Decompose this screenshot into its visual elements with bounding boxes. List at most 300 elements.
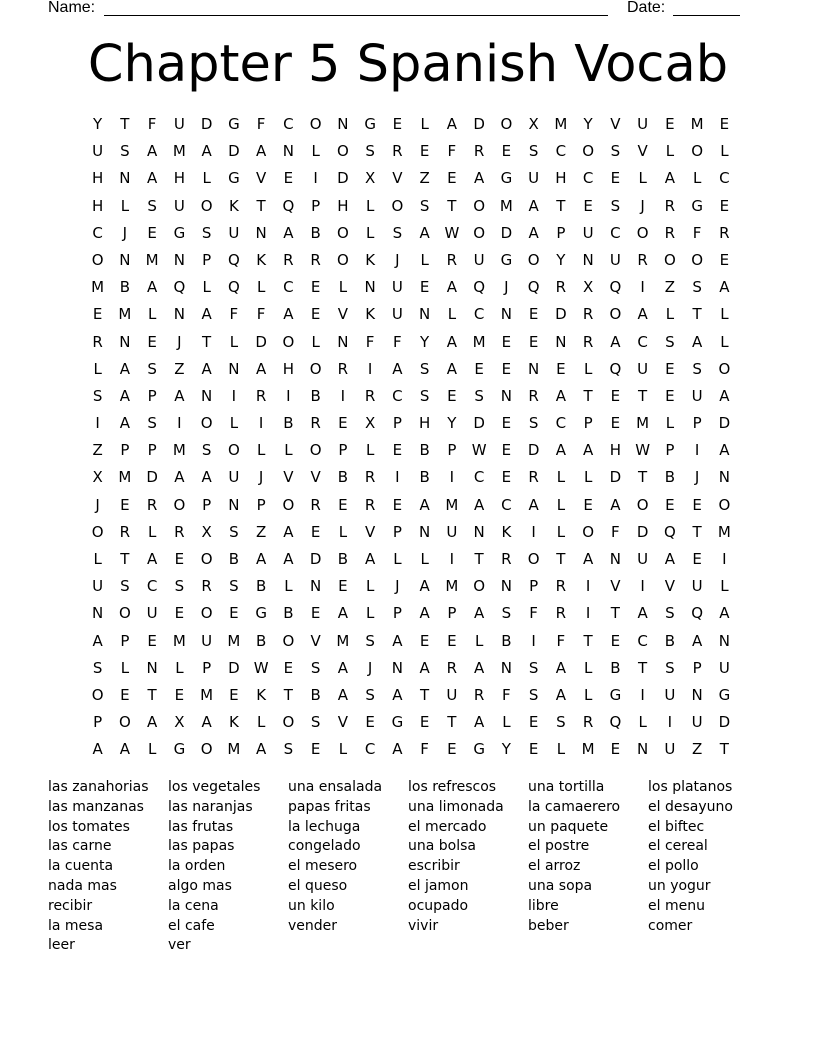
- grid-letter[interactable]: R: [174, 522, 185, 541]
- grid-letter[interactable]: D: [337, 169, 349, 188]
- grid-letter[interactable]: S: [665, 332, 675, 351]
- grid-letter[interactable]: C: [473, 468, 485, 487]
- grid-letter[interactable]: L: [311, 332, 320, 351]
- grid-letter[interactable]: R: [392, 142, 403, 161]
- grid-letter[interactable]: V: [637, 142, 648, 161]
- grid-letter[interactable]: E: [583, 196, 593, 215]
- grid-letter[interactable]: F: [611, 522, 620, 541]
- grid-letter[interactable]: O: [336, 250, 349, 269]
- grid-letter[interactable]: A: [610, 495, 621, 514]
- grid-letter[interactable]: T: [556, 196, 566, 215]
- grid-letter[interactable]: L: [638, 169, 647, 188]
- grid-letter[interactable]: S: [147, 414, 157, 433]
- grid-letter[interactable]: E: [338, 495, 348, 514]
- grid-letter[interactable]: U: [146, 604, 158, 623]
- grid-letter[interactable]: A: [146, 169, 158, 188]
- grid-letter[interactable]: X: [528, 115, 539, 133]
- grid-letter[interactable]: A: [174, 386, 185, 405]
- grid-letter[interactable]: L: [365, 577, 375, 596]
- grid-letter[interactable]: N: [119, 250, 131, 269]
- grid-letter[interactable]: V: [610, 577, 621, 596]
- grid-letter[interactable]: D: [228, 142, 240, 161]
- grid-letter[interactable]: U: [391, 305, 403, 324]
- grid-letter[interactable]: N: [201, 386, 213, 405]
- grid-letter[interactable]: Y: [556, 250, 566, 269]
- grid-letter[interactable]: P: [93, 713, 103, 732]
- grid-letter[interactable]: O: [336, 223, 349, 242]
- grid-letter[interactable]: X: [201, 522, 212, 541]
- grid-letter[interactable]: T: [583, 386, 593, 405]
- grid-letter[interactable]: X: [364, 169, 376, 188]
- grid-letter[interactable]: F: [229, 305, 239, 324]
- grid-letter[interactable]: O: [200, 414, 213, 433]
- grid-letter[interactable]: S: [92, 386, 103, 405]
- grid-letter[interactable]: A: [719, 441, 730, 460]
- grid-letter[interactable]: P: [147, 441, 157, 460]
- grid-letter[interactable]: I: [585, 604, 591, 623]
- grid-letter[interactable]: F: [447, 142, 457, 161]
- grid-letter[interactable]: R: [664, 223, 676, 242]
- grid-letter[interactable]: P: [392, 414, 402, 433]
- grid-letter[interactable]: L: [474, 631, 484, 650]
- grid-letter[interactable]: I: [95, 414, 100, 433]
- grid-letter[interactable]: B: [228, 550, 240, 568]
- grid-letter[interactable]: E: [528, 740, 539, 759]
- grid-letter[interactable]: U: [173, 196, 185, 215]
- grid-letter[interactable]: S: [229, 522, 239, 541]
- grid-letter[interactable]: B: [255, 577, 267, 596]
- grid-letter[interactable]: U: [691, 577, 703, 596]
- grid-letter[interactable]: O: [691, 250, 704, 269]
- grid-letter[interactable]: L: [147, 522, 157, 541]
- grid-letter[interactable]: O: [336, 142, 349, 161]
- grid-letter[interactable]: E: [229, 604, 239, 623]
- grid-letter[interactable]: D: [200, 115, 213, 133]
- grid-letter[interactable]: Y: [501, 740, 511, 759]
- grid-letter[interactable]: A: [392, 740, 403, 759]
- grid-letter[interactable]: P: [256, 495, 266, 514]
- grid-letter[interactable]: R: [637, 250, 648, 269]
- grid-letter[interactable]: R: [255, 386, 267, 405]
- grid-letter[interactable]: G: [691, 196, 703, 215]
- grid-letter[interactable]: N: [718, 631, 730, 650]
- grid-letter[interactable]: D: [718, 414, 731, 433]
- grid-letter[interactable]: G: [228, 115, 240, 133]
- grid-letter[interactable]: E: [665, 386, 675, 405]
- grid-letter[interactable]: Z: [419, 169, 430, 188]
- grid-letter[interactable]: R: [310, 250, 321, 269]
- grid-letter[interactable]: W: [253, 658, 269, 677]
- grid-letter[interactable]: C: [637, 332, 648, 351]
- grid-letter[interactable]: A: [283, 550, 294, 568]
- grid-letter[interactable]: A: [419, 604, 430, 623]
- grid-letter[interactable]: E: [229, 685, 239, 704]
- grid-letter[interactable]: E: [147, 332, 157, 351]
- grid-letter[interactable]: A: [174, 468, 185, 487]
- grid-letter[interactable]: M: [445, 577, 459, 596]
- grid-letter[interactable]: N: [609, 550, 621, 568]
- grid-letter[interactable]: L: [720, 305, 729, 324]
- grid-letter[interactable]: J: [258, 468, 264, 487]
- grid-letter[interactable]: E: [501, 468, 512, 487]
- grid-letter[interactable]: N: [337, 332, 349, 351]
- grid-letter[interactable]: A: [664, 550, 675, 568]
- grid-letter[interactable]: C: [719, 169, 730, 188]
- grid-letter[interactable]: T: [610, 604, 620, 623]
- grid-letter[interactable]: F: [692, 223, 702, 242]
- grid-letter[interactable]: E: [147, 631, 157, 650]
- grid-letter[interactable]: I: [694, 441, 700, 460]
- grid-letter[interactable]: T: [692, 522, 702, 541]
- grid-letter[interactable]: D: [473, 414, 485, 433]
- grid-letter[interactable]: G: [173, 740, 186, 759]
- grid-letter[interactable]: A: [119, 359, 130, 378]
- grid-letter[interactable]: S: [528, 658, 539, 677]
- grid-letter[interactable]: A: [92, 631, 103, 650]
- grid-letter[interactable]: A: [146, 278, 158, 297]
- grid-letter[interactable]: P: [583, 414, 593, 433]
- grid-letter[interactable]: O: [309, 115, 322, 133]
- grid-letter[interactable]: D: [527, 441, 540, 460]
- grid-letter[interactable]: N: [255, 223, 267, 242]
- grid-letter[interactable]: S: [501, 604, 512, 623]
- grid-letter[interactable]: A: [119, 414, 130, 433]
- grid-letter[interactable]: L: [365, 223, 375, 242]
- grid-letter[interactable]: M: [445, 495, 459, 514]
- grid-letter[interactable]: U: [637, 359, 649, 378]
- grid-letter[interactable]: L: [556, 495, 566, 514]
- grid-letter[interactable]: T: [256, 196, 266, 215]
- grid-letter[interactable]: M: [227, 631, 241, 650]
- grid-letter[interactable]: F: [502, 685, 511, 704]
- grid-letter[interactable]: R: [582, 713, 594, 732]
- grid-letter[interactable]: M: [91, 278, 105, 297]
- grid-letter[interactable]: C: [555, 414, 567, 433]
- grid-letter[interactable]: E: [692, 495, 702, 514]
- grid-letter[interactable]: L: [120, 196, 130, 215]
- grid-letter[interactable]: S: [610, 196, 621, 215]
- grid-letter[interactable]: H: [337, 196, 349, 215]
- grid-letter[interactable]: L: [229, 414, 239, 433]
- grid-letter[interactable]: E: [338, 414, 348, 433]
- grid-letter[interactable]: S: [610, 142, 621, 161]
- grid-letter[interactable]: T: [283, 685, 293, 704]
- grid-letter[interactable]: A: [473, 169, 485, 188]
- grid-letter[interactable]: I: [449, 468, 455, 487]
- grid-letter[interactable]: R: [555, 278, 567, 297]
- grid-letter[interactable]: E: [120, 685, 130, 704]
- grid-letter[interactable]: F: [420, 740, 429, 759]
- grid-letter[interactable]: U: [173, 115, 185, 133]
- grid-letter[interactable]: E: [474, 359, 484, 378]
- grid-letter[interactable]: U: [228, 468, 240, 487]
- grid-letter[interactable]: J: [177, 332, 182, 351]
- grid-letter[interactable]: P: [692, 414, 702, 433]
- grid-letter[interactable]: A: [610, 332, 621, 351]
- grid-letter[interactable]: E: [310, 522, 321, 541]
- grid-letter[interactable]: A: [146, 142, 158, 161]
- grid-letter[interactable]: E: [310, 305, 321, 324]
- grid-letter[interactable]: J: [122, 223, 128, 242]
- grid-letter[interactable]: L: [256, 278, 266, 297]
- grid-letter[interactable]: A: [582, 550, 594, 568]
- grid-letter[interactable]: G: [500, 169, 513, 188]
- grid-letter[interactable]: M: [118, 468, 132, 487]
- grid-letter[interactable]: O: [282, 713, 295, 732]
- grid-letter[interactable]: E: [610, 386, 621, 405]
- grid-letter[interactable]: T: [638, 468, 648, 487]
- grid-letter[interactable]: N: [500, 658, 512, 677]
- grid-letter[interactable]: E: [528, 713, 539, 732]
- grid-letter[interactable]: R: [310, 495, 321, 514]
- grid-letter[interactable]: C: [283, 278, 294, 297]
- grid-letter[interactable]: Z: [664, 278, 676, 297]
- grid-letter[interactable]: E: [365, 713, 375, 732]
- grid-letter[interactable]: F: [147, 115, 157, 133]
- grid-letter[interactable]: N: [92, 604, 104, 623]
- grid-letter[interactable]: L: [720, 577, 729, 596]
- grid-letter[interactable]: E: [419, 713, 430, 732]
- grid-letter[interactable]: A: [201, 142, 212, 161]
- grid-letter[interactable]: T: [638, 658, 648, 677]
- grid-letter[interactable]: A: [146, 550, 158, 568]
- grid-letter[interactable]: D: [718, 713, 731, 732]
- grid-letter[interactable]: E: [310, 740, 321, 759]
- grid-letter[interactable]: Z: [92, 441, 103, 460]
- grid-letter[interactable]: A: [664, 169, 675, 188]
- grid-letter[interactable]: S: [528, 414, 539, 433]
- grid-letter[interactable]: L: [665, 142, 675, 161]
- grid-letter[interactable]: A: [528, 223, 539, 242]
- grid-letter[interactable]: P: [692, 658, 702, 677]
- grid-letter[interactable]: I: [286, 386, 291, 405]
- grid-letter[interactable]: E: [338, 577, 348, 596]
- grid-letter[interactable]: B: [419, 441, 430, 460]
- grid-letter[interactable]: L: [502, 713, 511, 732]
- grid-letter[interactable]: S: [229, 577, 239, 596]
- grid-letter[interactable]: N: [173, 305, 185, 324]
- grid-letter[interactable]: F: [529, 604, 538, 623]
- grid-letter[interactable]: P: [529, 577, 539, 596]
- grid-letter[interactable]: N: [691, 685, 703, 704]
- grid-letter[interactable]: G: [173, 223, 186, 242]
- grid-letter[interactable]: V: [310, 631, 321, 650]
- grid-letter[interactable]: A: [555, 386, 566, 405]
- grid-letter[interactable]: Y: [420, 332, 430, 351]
- grid-letter[interactable]: X: [174, 713, 185, 732]
- grid-letter[interactable]: L: [93, 359, 102, 378]
- grid-letter[interactable]: I: [340, 386, 346, 405]
- grid-letter[interactable]: V: [337, 305, 348, 324]
- grid-letter[interactable]: I: [640, 278, 645, 297]
- grid-letter[interactable]: A: [201, 713, 212, 732]
- grid-letter[interactable]: O: [118, 604, 131, 623]
- grid-letter[interactable]: S: [692, 359, 702, 378]
- grid-letter[interactable]: X: [364, 414, 376, 433]
- grid-letter[interactable]: Q: [527, 278, 540, 297]
- grid-letter[interactable]: E: [501, 414, 512, 433]
- grid-letter[interactable]: L: [583, 685, 593, 704]
- grid-letter[interactable]: I: [449, 550, 455, 568]
- grid-letter[interactable]: A: [119, 386, 130, 405]
- grid-letter[interactable]: N: [282, 142, 294, 161]
- grid-letter[interactable]: M: [172, 631, 186, 650]
- grid-letter[interactable]: U: [691, 386, 703, 405]
- grid-letter[interactable]: B: [419, 468, 430, 487]
- grid-letter[interactable]: F: [256, 115, 266, 133]
- grid-letter[interactable]: S: [365, 685, 375, 704]
- grid-letter[interactable]: A: [719, 386, 730, 405]
- grid-letter[interactable]: E: [528, 305, 539, 324]
- grid-letter[interactable]: E: [583, 495, 593, 514]
- grid-letter[interactable]: H: [91, 169, 104, 188]
- grid-letter[interactable]: U: [473, 250, 485, 269]
- grid-letter[interactable]: O: [200, 196, 213, 215]
- grid-letter[interactable]: C: [637, 631, 648, 650]
- grid-letter[interactable]: S: [92, 658, 103, 677]
- grid-letter[interactable]: R: [473, 142, 485, 161]
- grid-letter[interactable]: T: [692, 305, 702, 324]
- grid-letter[interactable]: E: [174, 550, 185, 568]
- grid-letter[interactable]: M: [172, 441, 186, 460]
- grid-letter[interactable]: A: [446, 359, 457, 378]
- grid-letter[interactable]: A: [446, 332, 457, 351]
- grid-letter[interactable]: S: [120, 142, 130, 161]
- grid-letter[interactable]: O: [200, 604, 213, 623]
- grid-letter[interactable]: R: [582, 305, 594, 324]
- grid-letter[interactable]: A: [283, 305, 294, 324]
- grid-letter[interactable]: U: [228, 223, 240, 242]
- grid-letter[interactable]: L: [365, 196, 375, 215]
- grid-letter[interactable]: P: [202, 658, 212, 677]
- grid-letter[interactable]: D: [146, 468, 158, 487]
- grid-letter[interactable]: W: [471, 441, 487, 460]
- grid-letter[interactable]: V: [310, 468, 321, 487]
- grid-letter[interactable]: J: [640, 196, 645, 215]
- grid-letter[interactable]: V: [664, 577, 675, 596]
- grid-letter[interactable]: B: [664, 468, 676, 487]
- grid-letter[interactable]: E: [92, 305, 103, 324]
- name-field[interactable]: [104, 15, 608, 16]
- grid-letter[interactable]: B: [283, 604, 294, 623]
- grid-letter[interactable]: V: [283, 468, 294, 487]
- grid-letter[interactable]: C: [610, 223, 621, 242]
- date-field[interactable]: [673, 15, 740, 16]
- grid-letter[interactable]: E: [174, 685, 185, 704]
- grid-letter[interactable]: O: [282, 631, 295, 650]
- grid-letter[interactable]: P: [120, 441, 130, 460]
- grid-letter[interactable]: K: [501, 522, 512, 541]
- grid-letter[interactable]: I: [313, 169, 318, 188]
- grid-letter[interactable]: Y: [447, 414, 457, 433]
- grid-letter[interactable]: S: [528, 685, 539, 704]
- grid-letter[interactable]: D: [473, 115, 485, 133]
- grid-letter[interactable]: P: [202, 250, 212, 269]
- grid-letter[interactable]: U: [582, 223, 594, 242]
- grid-letter[interactable]: N: [228, 359, 240, 378]
- grid-letter[interactable]: R: [528, 468, 539, 487]
- grid-letter[interactable]: E: [501, 359, 512, 378]
- grid-letter[interactable]: L: [447, 305, 457, 324]
- grid-letter[interactable]: O: [718, 359, 731, 378]
- grid-letter[interactable]: Q: [173, 278, 186, 297]
- grid-letter[interactable]: E: [501, 142, 512, 161]
- grid-letter[interactable]: O: [473, 196, 486, 215]
- grid-letter[interactable]: N: [364, 278, 376, 297]
- grid-letter[interactable]: O: [118, 713, 131, 732]
- grid-letter[interactable]: E: [556, 359, 566, 378]
- grid-letter[interactable]: L: [338, 278, 348, 297]
- grid-letter[interactable]: E: [501, 441, 512, 460]
- grid-letter[interactable]: I: [722, 550, 727, 568]
- grid-letter[interactable]: D: [255, 332, 267, 351]
- grid-letter[interactable]: P: [392, 604, 402, 623]
- grid-letter[interactable]: E: [392, 115, 403, 133]
- grid-letter[interactable]: N: [119, 332, 131, 351]
- grid-letter[interactable]: E: [719, 196, 730, 215]
- grid-letter[interactable]: O: [582, 522, 595, 541]
- grid-letter[interactable]: N: [500, 386, 512, 405]
- grid-letter[interactable]: R: [92, 332, 103, 351]
- grid-letter[interactable]: J: [95, 495, 100, 514]
- grid-letter[interactable]: K: [365, 250, 376, 269]
- grid-letter[interactable]: D: [555, 305, 567, 324]
- grid-letter[interactable]: I: [667, 713, 673, 732]
- grid-letter[interactable]: F: [365, 332, 375, 351]
- grid-letter[interactable]: B: [664, 631, 676, 650]
- grid-letter[interactable]: P: [147, 386, 157, 405]
- grid-letter[interactable]: L: [93, 550, 102, 568]
- grid-letter[interactable]: N: [146, 658, 158, 677]
- grid-letter[interactable]: Z: [691, 740, 703, 759]
- grid-letter[interactable]: Q: [227, 278, 240, 297]
- grid-letter[interactable]: T: [556, 550, 566, 568]
- grid-letter[interactable]: S: [201, 223, 212, 242]
- grid-letter[interactable]: J: [395, 250, 400, 269]
- grid-letter[interactable]: V: [255, 169, 267, 188]
- grid-letter[interactable]: L: [638, 713, 647, 732]
- grid-letter[interactable]: R: [528, 386, 539, 405]
- grid-letter[interactable]: Q: [473, 278, 486, 297]
- grid-letter[interactable]: O: [91, 685, 104, 704]
- grid-letter[interactable]: U: [664, 740, 676, 759]
- grid-letter[interactable]: L: [365, 604, 375, 623]
- grid-letter[interactable]: R: [364, 495, 376, 514]
- grid-letter[interactable]: T: [638, 386, 648, 405]
- grid-letter[interactable]: M: [499, 196, 513, 215]
- grid-letter[interactable]: A: [337, 685, 348, 704]
- grid-letter[interactable]: L: [147, 305, 157, 324]
- grid-letter[interactable]: A: [473, 604, 485, 623]
- grid-letter[interactable]: U: [637, 550, 649, 568]
- grid-letter[interactable]: C: [146, 577, 158, 596]
- grid-letter[interactable]: P: [311, 196, 321, 215]
- grid-letter[interactable]: A: [201, 359, 212, 378]
- grid-letter[interactable]: R: [555, 577, 567, 596]
- grid-letter[interactable]: Y: [583, 115, 593, 133]
- grid-letter[interactable]: V: [392, 169, 403, 188]
- grid-letter[interactable]: A: [528, 495, 539, 514]
- grid-letter[interactable]: C: [501, 495, 512, 514]
- grid-letter[interactable]: V: [364, 522, 376, 541]
- grid-letter[interactable]: W: [635, 441, 651, 460]
- grid-letter[interactable]: A: [446, 115, 457, 133]
- grid-letter[interactable]: O: [91, 250, 104, 269]
- grid-letter[interactable]: I: [258, 414, 264, 433]
- grid-letter[interactable]: M: [172, 142, 186, 161]
- grid-letter[interactable]: N: [637, 740, 649, 759]
- grid-letter[interactable]: P: [556, 223, 566, 242]
